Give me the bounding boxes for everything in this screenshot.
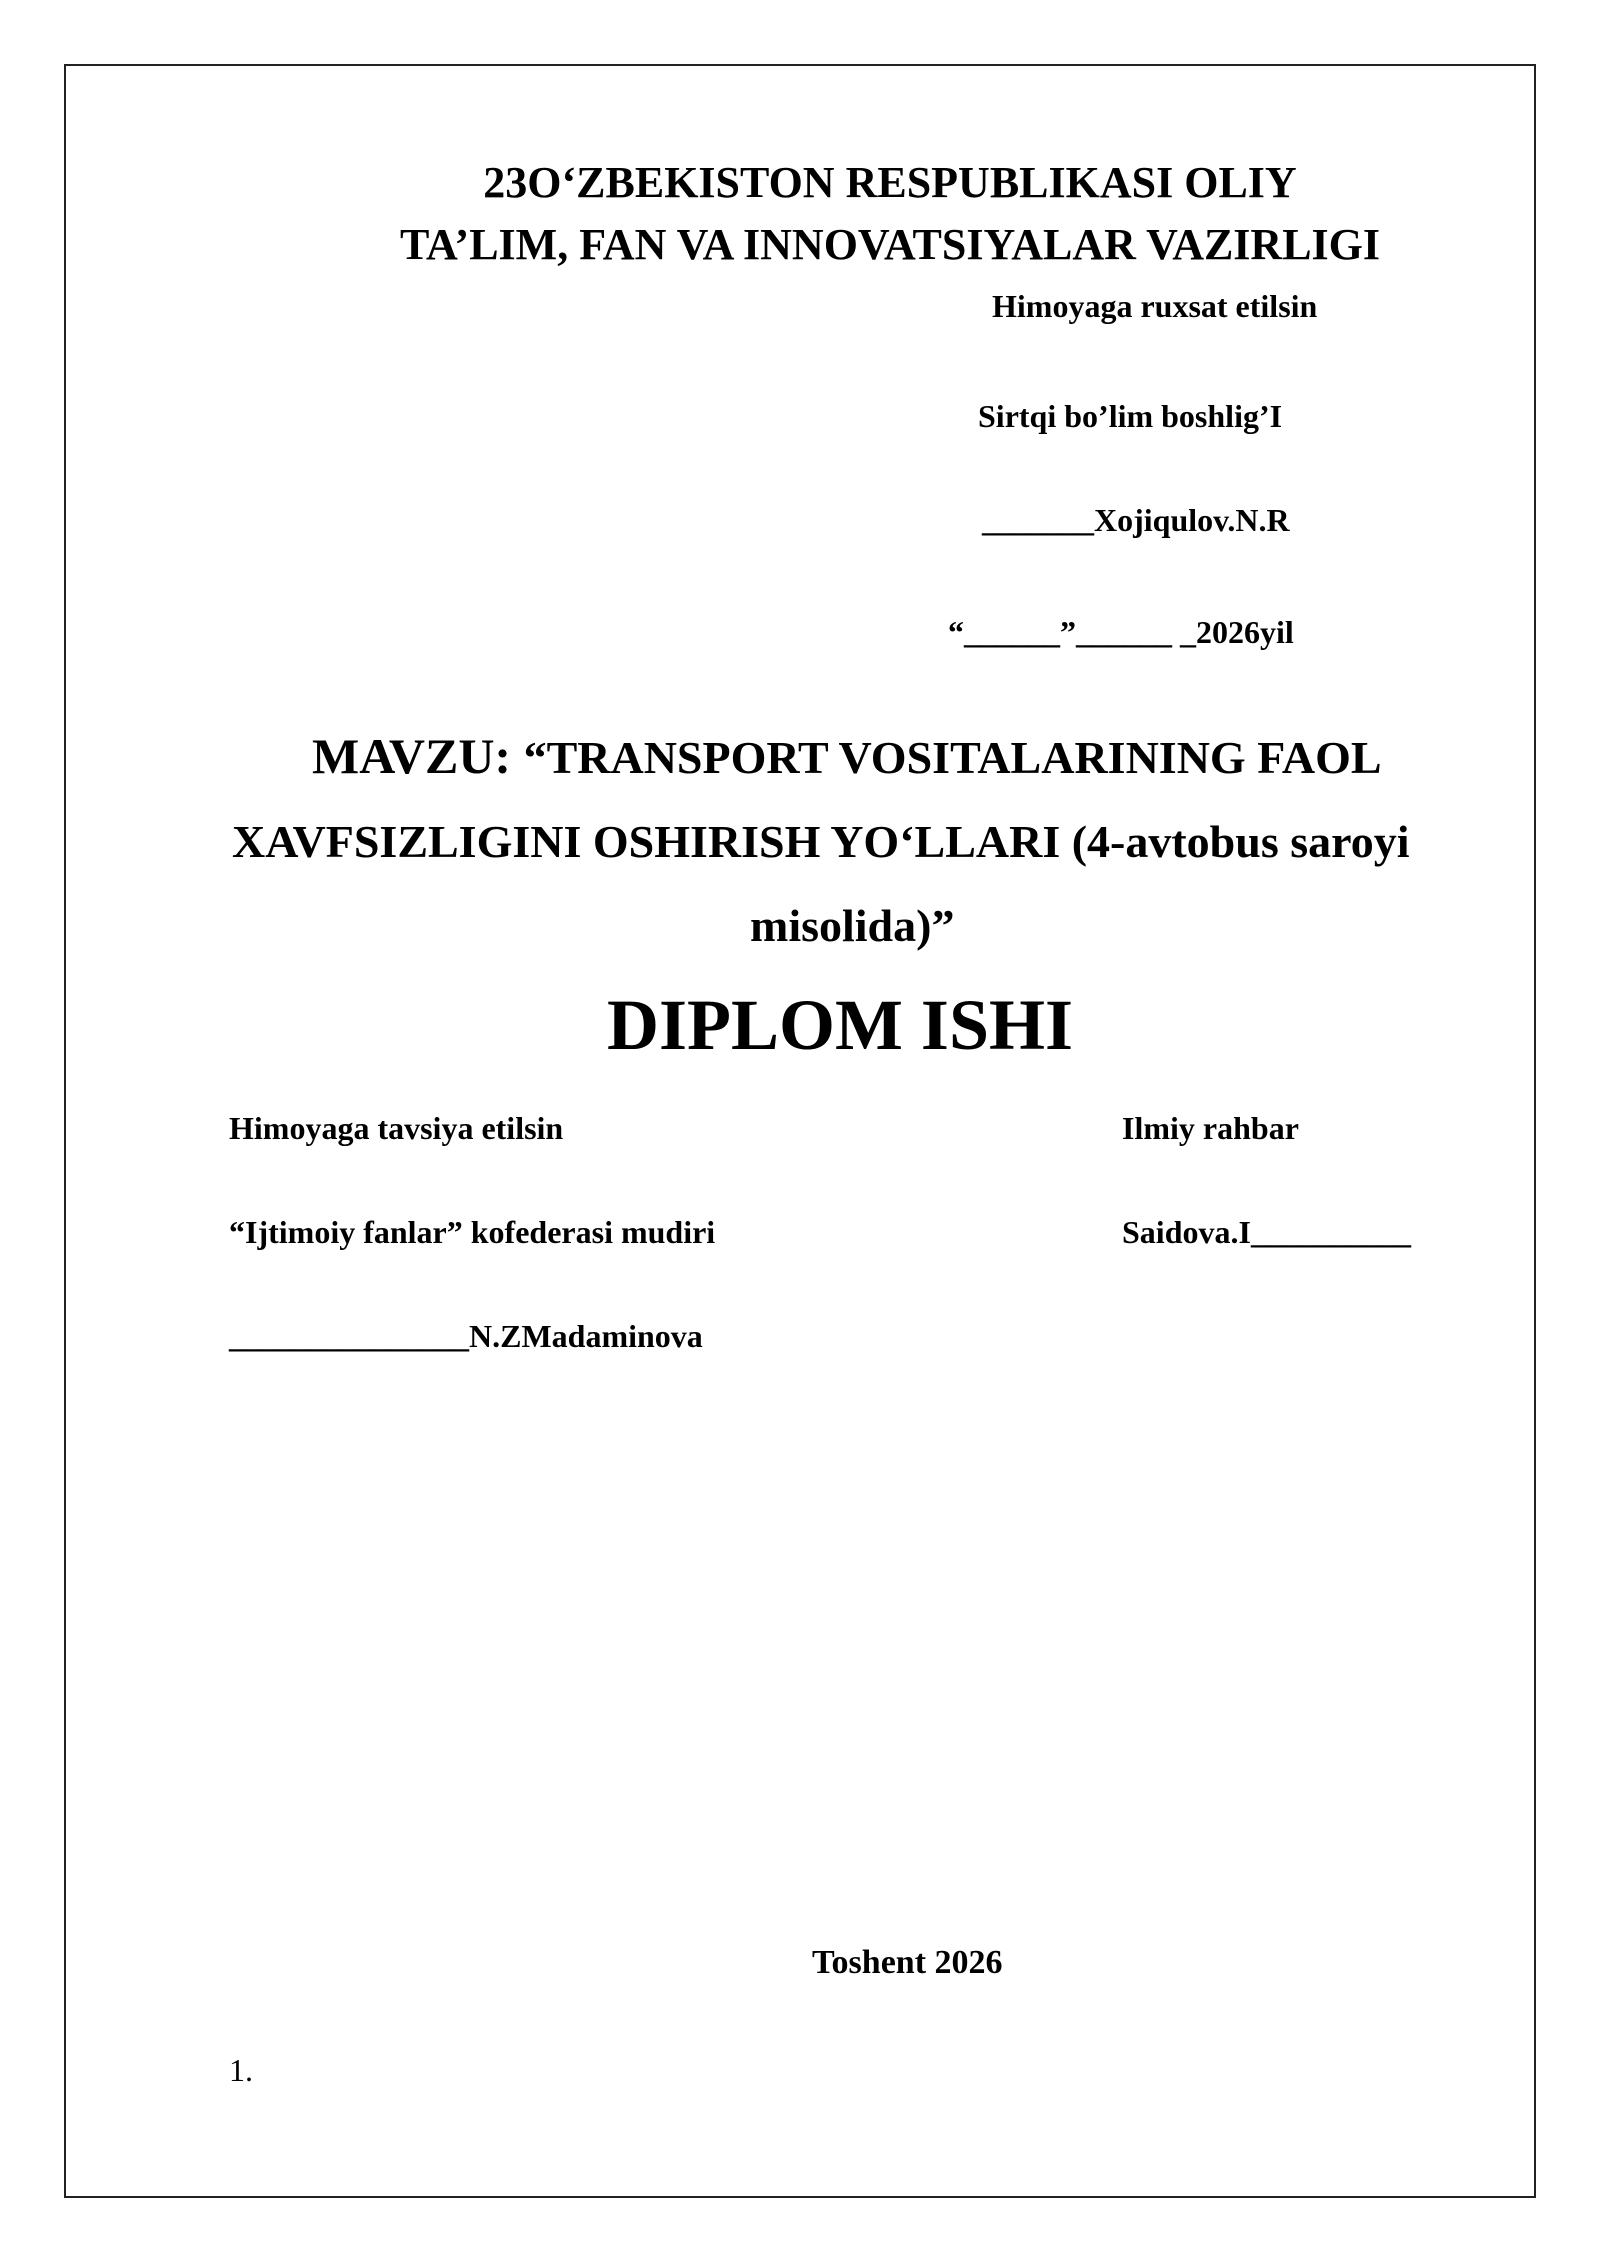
document-type-title: DIPLOM ISHI bbox=[606, 985, 1074, 1065]
approval-date: “______”______ _2026yil bbox=[948, 614, 1294, 650]
topic-line3: misolida)” bbox=[750, 900, 955, 951]
topic-title-part1: “TRANSPORT VOSITALARINING FAOL bbox=[523, 732, 1382, 783]
supervisor-signature: Saidova.I__________ bbox=[1122, 1214, 1411, 1250]
department-head-signature: _______________N.ZMadaminova bbox=[229, 1318, 703, 1354]
approval-allowed: Himoyaga ruxsat etilsin bbox=[992, 288, 1318, 324]
footer-city-year: Toshent 2026 bbox=[812, 1944, 1003, 1981]
topic-line1 bbox=[312, 726, 1382, 788]
page-number: 1. bbox=[229, 2052, 253, 2088]
ministry-title-line1: 23O‘ZBEKISTON RESPUBLIKASI OLIY bbox=[483, 158, 1297, 207]
topic-line2: XAVFSIZLIGINI OSHIRISH YO‘LLARI (4-avtobus saroyi bbox=[232, 816, 1410, 867]
recommendation-label: Himoyaga tavsiya etilsin bbox=[229, 1110, 564, 1146]
topic-label: MAVZU: bbox=[312, 728, 524, 784]
approval-signer: _______Xojiqulov.N.R bbox=[982, 502, 1290, 538]
department-head-title: “Ijtimoiy fanlar” kofederasi mudiri bbox=[229, 1214, 716, 1250]
supervisor-label: Ilmiy rahbar bbox=[1122, 1110, 1299, 1146]
approval-position: Sirtqi bo’lim boshlig’I bbox=[978, 398, 1283, 434]
ministry-title-line2: TA’LIM, FAN VA INNOVATSIYALAR VAZIRLIGI bbox=[399, 220, 1381, 269]
